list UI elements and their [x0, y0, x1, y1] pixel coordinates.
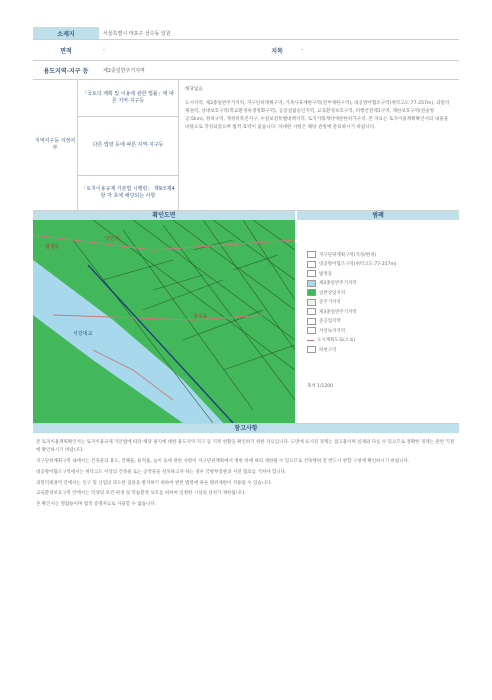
- legend-item: [307, 279, 453, 289]
- legend-item: [307, 288, 453, 298]
- zoning-sub-label-3: 「토지이용규제 기본법 시행령」 제9조제4항 각 호에 해당되는 사항: [81, 185, 175, 199]
- map-area: [33, 220, 459, 424]
- legend-swatch: [307, 280, 316, 287]
- legend-item: [307, 298, 453, 308]
- map-titles: [33, 211, 459, 220]
- legend-item: [307, 336, 453, 346]
- address-label: 소재지: [33, 27, 99, 39]
- legend-list: [307, 250, 453, 355]
- address-row: [33, 27, 459, 40]
- legend-swatch: [307, 270, 316, 277]
- use-label: 용도지역·지구 등: [33, 61, 99, 79]
- zoning-sub-label-1: 「국토의 계획 및 이용에 관한 법률」에 따른 지역·지구등: [78, 80, 178, 117]
- map-label-1: 합정동: [45, 244, 60, 250]
- legend-title: 범례: [297, 211, 459, 220]
- legend-swatch: [307, 318, 316, 325]
- zoning-sub-label-2: 다른 법령 등에 따른 지역·지구등: [78, 117, 178, 176]
- remark-paragraph: 지구단위계획구역 내에서는 건축물의 용도, 건폐율, 용적률, 높이 등에 관한 사항이 지구단위계획에서 정한 바에 따라 제한될 수 있으므로 건축행위 전 반드시 관할 구청에 확인하시기 바랍니다.: [36, 458, 410, 464]
- legend-label: 법정동: [319, 271, 333, 277]
- land-category-label: 지목: [257, 40, 297, 60]
- map-title: 확인도면: [33, 211, 295, 220]
- legend-label: 준주거지역: [319, 300, 341, 306]
- zoning-section: [33, 80, 459, 211]
- remarks-body: [33, 433, 459, 509]
- legend-swatch: [307, 327, 316, 334]
- legend-item: [307, 269, 453, 279]
- area-label-text: 면적: [60, 47, 72, 55]
- legend-label: 준공업지역: [319, 319, 341, 325]
- zoning-side-label: 지역지구등 지정여부: [33, 80, 78, 210]
- map-label-3: 서강대교: [73, 331, 93, 337]
- land-use-map: [33, 220, 295, 423]
- legend-label: 하천구역: [319, 347, 337, 353]
- remark-paragraph: 교육환경보호구역 안에서는 학생의 보건·위생 및 학습환경 보호를 위하여 일정한 시설의 설치가 제한됩니다.: [36, 491, 246, 497]
- remark-paragraph: 대공방어협조구역에서는 위탁고도 이상의 건축물 또는 공작물을 설치하고자 하는 경우 국방부장관과 사전 협의를 거쳐야 합니다.: [36, 469, 287, 475]
- legend-item: [307, 250, 453, 260]
- legend-swatch: [307, 261, 316, 268]
- zoning-intro: 해당없음: [185, 87, 203, 92]
- remark-paragraph: 본 확인서는 열람용이며 법적 증명자료로 사용할 수 없습니다.: [36, 502, 157, 508]
- map-label-4: 당인리: [105, 236, 120, 242]
- use-value: 제2종일반주거지역: [103, 67, 145, 74]
- map-label-2: 상수동: [193, 314, 208, 320]
- area-value: -: [103, 47, 105, 53]
- legend-swatch: [307, 346, 316, 353]
- legend-swatch: [307, 340, 314, 341]
- legend-label: 도시계획도로(소로): [317, 338, 356, 344]
- legend-item: [307, 317, 453, 327]
- legend-item: [307, 307, 453, 317]
- zoning-body: 도시지역, 제2종일반주거지역, 지구단위계획구역, 가축사육제한구역(전부제한구역), 대공방어협조구역(위탁고도:77-257m), 과밀억제권역, 상대보호구역(학교환경위생정화구역), 공장설립승인지역, 교육환경보호구역, 비행안전제1구역, 제한보호구역(전술항공:5km), 정비구역, 재정비촉진지구, 수질보전특별대책지역, 토지거래계약에관한허가구역. 본 자료는 토지이용계획확인서의 내용을 바탕으로 작성되었으며 법적 효력이 없습니다. 자세한 사항은 해당 관청에 문의하시기 바랍니다.: [185, 101, 450, 131]
- zoning-content: [179, 80, 459, 210]
- zoning-sub-labels: [78, 80, 179, 210]
- map-scale: 축척 1/1200: [307, 383, 333, 389]
- area-row: [33, 40, 459, 61]
- legend-label: 자연녹지지역: [319, 328, 346, 334]
- legend-item: [307, 260, 453, 270]
- address-value: 서울특별시 마포구 상수동 일원: [103, 30, 171, 37]
- remark-paragraph: 과밀억제권역 안에서는 인구 및 산업의 과도한 집중을 방지하기 위하여 관련 법령에 따른 행위제한이 적용될 수 있습니다.: [36, 480, 272, 486]
- legend-item: [307, 345, 453, 355]
- legend-label: 제3종일반주거지역: [319, 309, 357, 315]
- area-label: [33, 40, 99, 60]
- legend-swatch: [307, 251, 316, 258]
- land-use-document: [33, 27, 459, 512]
- use-row: [33, 61, 459, 80]
- legend-label: 제2종일반주거지역: [319, 281, 357, 287]
- legend-swatch: [307, 308, 316, 315]
- remark-paragraph: 본 토지이용계획확인서는 토지이용규제 기본법에 따라 해당 필지에 대한 용도지역·지구 등 지정 현황을 확인하기 위한 자료입니다. 도면에 표시된 경계는 참고용이며 실제와 다를 수 있으므로 정확한 경계는 관련 기관에 확인하시기 바랍니다.: [36, 440, 455, 453]
- legend-swatch: [307, 299, 316, 306]
- legend-label: 일반상업지역: [319, 290, 346, 296]
- legend-swatch: [307, 289, 316, 296]
- legend-item: [307, 326, 453, 336]
- map-svg: [33, 220, 295, 423]
- land-category-value: -: [301, 47, 303, 53]
- legend-label: 지구단위계획구역(지정/변경): [319, 252, 377, 258]
- remarks-title: 참고사항: [33, 424, 459, 433]
- legend-label: 대공방어협조구역(위탁고도:77-257m): [319, 262, 397, 268]
- legend: [297, 220, 459, 423]
